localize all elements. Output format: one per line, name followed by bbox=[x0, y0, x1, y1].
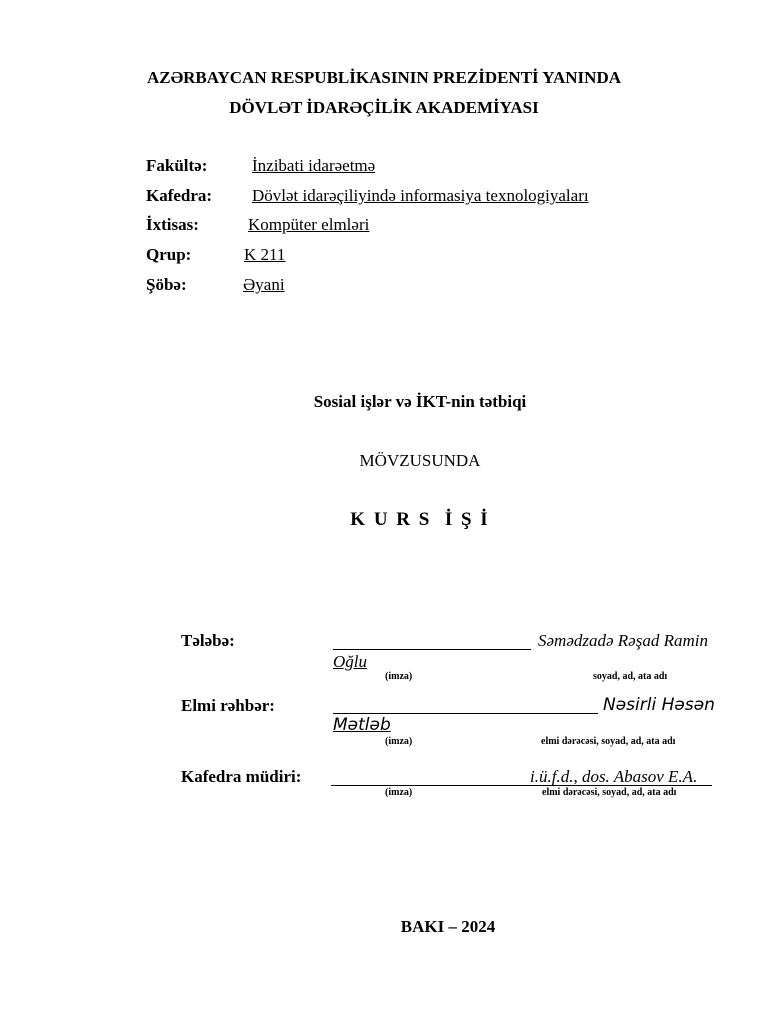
department-label: Kafedra: bbox=[146, 186, 213, 205]
section-value: Əyani bbox=[243, 275, 285, 294]
student-caption-name: soyad, ad, ata adı bbox=[593, 671, 668, 682]
work-type-title: K U R S İ Ş İ bbox=[350, 509, 490, 530]
supervisor-label: Elmi rəhbər: bbox=[181, 696, 275, 715]
department-head-caption-name: elmi dərəcəsi, soyad, ad, ata adı bbox=[542, 787, 677, 798]
student-caption-signature: (imza) bbox=[385, 671, 413, 682]
student-name-line1: Səmədzadə Rəşad Ramin bbox=[538, 631, 708, 650]
specialty-value: Kompüter elmləri bbox=[248, 215, 370, 234]
supervisor-name-line2: Mətləb bbox=[333, 715, 391, 735]
institution-name-line2: DÖVLƏT İDARƏÇİLİK AKADEMİYASI bbox=[229, 98, 539, 117]
group-label: Qrup: bbox=[146, 245, 192, 264]
institution-name-line1: AZƏRBAYCAN RESPUBLİKASININ PREZİDENTİ YANINDA bbox=[146, 68, 622, 87]
student-name-line2: Oğlu bbox=[333, 652, 367, 671]
topic-subtitle: MÖVZUSUNDA bbox=[359, 451, 481, 470]
department-head-label: Kafedra müdiri: bbox=[181, 767, 302, 786]
student-label: Tələbə: bbox=[181, 631, 235, 650]
topic-title: Sosial işlər və İKT-nin tətbiqi bbox=[313, 392, 527, 411]
student-signature-line bbox=[333, 649, 531, 650]
department-head-caption-signature: (imza) bbox=[385, 787, 413, 798]
section-label: Şöbə: bbox=[146, 275, 187, 294]
supervisor-caption-name: elmi dərəcəsi, soyad, ad, ata adı bbox=[541, 736, 676, 747]
faculty-value: İnzibati idarəetmə bbox=[252, 156, 376, 175]
specialty-label: İxtisas: bbox=[146, 215, 199, 234]
group-value: K 211 bbox=[244, 245, 286, 264]
city-year: BAKI – 2024 bbox=[400, 917, 496, 936]
faculty-label: Fakültə: bbox=[146, 156, 208, 175]
department-value: Dövlət idarəçiliyində informasiya texnologiyaları bbox=[252, 186, 589, 205]
supervisor-name-line1: Nəsirli Həsən bbox=[603, 695, 715, 715]
supervisor-caption-signature: (imza) bbox=[385, 736, 413, 747]
supervisor-signature-line bbox=[333, 713, 598, 714]
department-head-name: i.ü.f.d., dos. Abasov E.A. bbox=[530, 767, 698, 786]
